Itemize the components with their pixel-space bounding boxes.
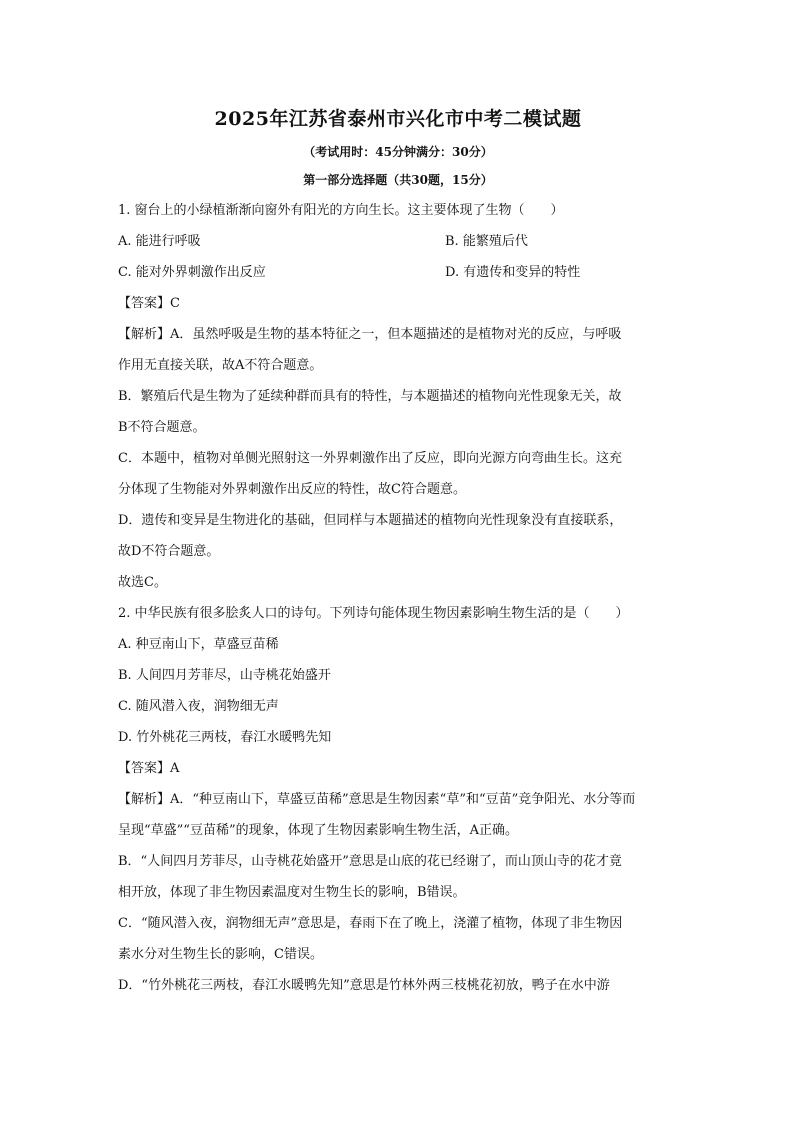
analysis-line: 作用无直接关联，故A不符合题意。 [118, 358, 323, 373]
analysis-line: D．遗传和变异是生物进化的基础，但同样与本题描述的植物向光性现象没有直接联系， [118, 513, 623, 528]
analysis-line: 故选C。 [118, 575, 167, 590]
question-2 [118, 598, 678, 1001]
option-d: D. 竹外桃花三两枝，春江水暖鸭先知 [118, 730, 332, 745]
option-a: A. 能进行呼吸 [118, 234, 201, 249]
analysis-line: C．“随风潜入夜，润物细无声”意思是，春雨下在了晚上，浇灌了植物，体现了非生物因 [118, 916, 623, 931]
analysis-line: C．本题中，植物对单侧光照射这一外界刺激作出了反应，即向光源方向弯曲生长。这充 [118, 451, 622, 466]
option-c: C. 随风潜入夜，润物细无声 [118, 699, 279, 714]
analysis-line: 故D不符合题意。 [118, 544, 220, 559]
options-row [118, 226, 678, 257]
analysis-line: B不符合题意。 [118, 420, 206, 435]
analysis-line: 【解析】A．虽然呼吸是生物的基本特征之一，但本题描述的是植物对光的反应，与呼吸 [118, 327, 622, 342]
option-d: D. 有遗传和变异的特性 [445, 265, 581, 280]
analysis-line: 素水分对生物生长的影响，C错误。 [118, 947, 323, 962]
page-title: 2025年江苏省泰州市兴化市中考二模试题 [214, 108, 582, 130]
option-c: C. 能对外界刺激作出反应 [118, 265, 266, 280]
analysis-line: 相开放，体现了非生物因素温度对生物生长的影响，B错误。 [118, 885, 466, 900]
options-row [118, 257, 678, 288]
exam-time-note: （考试用时：45分钟满分：30分） [303, 145, 493, 159]
option-a: A. 种豆南山下，草盛豆苗稀 [118, 637, 279, 652]
section-heading: 第一部分选择题（共30题，15分） [303, 173, 493, 187]
question-stem: 1. 窗台上的小绿植渐渐向窗外有阳光的方向生长。这主要体现了生物（ ） [118, 203, 564, 218]
analysis-line: B．繁殖后代是生物为了延续种群而具有的特性，与本题描述的植物向光性现象无关，故 [118, 389, 622, 404]
option-b: B. 能繁殖后代 [445, 234, 528, 249]
answer-line: 【答案】C [118, 296, 180, 311]
question-1 [118, 195, 678, 598]
analysis-line: 分体现了生物能对外界刺激作出反应的特性，故C符合题意。 [118, 482, 466, 497]
analysis-line: B．“人间四月芳菲尽，山寺桃花始盛开”意思是山底的花已经谢了，而山顶山寺的花才竟 [118, 854, 622, 869]
analysis-line: D．“竹外桃花三两枝，春江水暖鸭先知”意思是竹林外两三枝桃花初放，鸭子在水中游 [118, 978, 610, 993]
analysis-line: 【解析】A．“种豆南山下，草盛豆苗稀”意思是生物因素“草”和“豆苗”竞争阳光、水分等而 [118, 792, 636, 807]
analysis-line: 呈现“草盛”“豆苗稀”的现象，体现了生物因素影响生物生活，A正确。 [118, 823, 518, 838]
page-content [118, 104, 678, 1001]
answer-line: 【答案】A [118, 761, 180, 776]
question-stem: 2. 中华民族有很多脍炙人口的诗句。下列诗句能体现生物因素影响生物生活的是（ ） [118, 606, 629, 621]
option-b: B. 人间四月芳菲尽，山寺桃花始盛开 [118, 668, 331, 683]
